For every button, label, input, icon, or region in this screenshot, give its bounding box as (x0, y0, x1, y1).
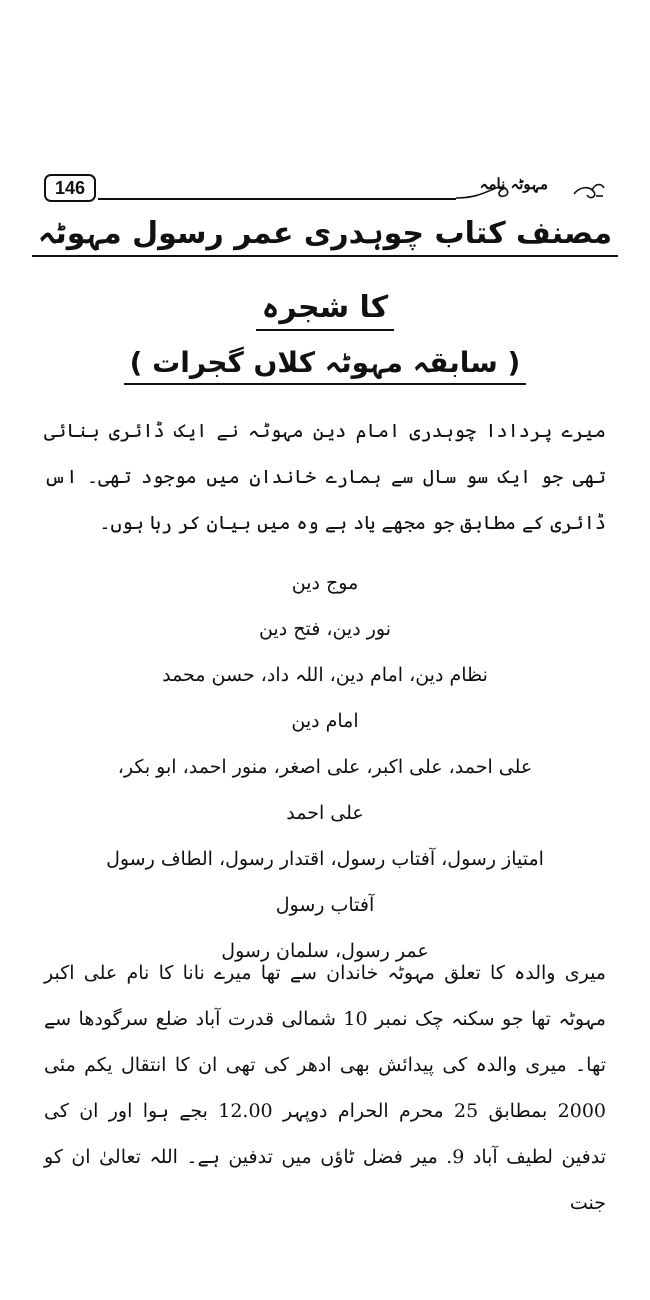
title-heading-line3 (0, 346, 650, 385)
book-title: مہوٹہ نامہ (479, 175, 548, 193)
tree-generation-3: نظام دین، امام دین، اللہ داد، حسن محمد (162, 664, 488, 686)
header-rule (98, 198, 456, 200)
tree-generation-6: علی احمد (286, 802, 364, 824)
tree-generation-7: امتیاز رسول، آفتاب رسول، اقتدار رسول، الطاف رسول (106, 848, 544, 870)
title-heading-line1-text: مصنف کتاب چوہدری عمر رسول مہوٹہ (32, 216, 618, 257)
running-header (44, 174, 606, 208)
title-heading-line3-text: ( سابقہ مہوٹہ کلاں گجرات ) (124, 346, 527, 385)
tree-generation-5: علی احمد، علی اکبر، علی اصغر، منور احمد، ابو بکر، (117, 756, 533, 778)
title-heading-line1 (0, 216, 650, 257)
tree-generation-9: عمر رسول، سلمان رسول (221, 940, 429, 962)
title-heading-line2 (0, 290, 650, 331)
page-number-box: 146 (44, 174, 96, 202)
tree-generation-8: آفتاب رسول (275, 894, 375, 916)
family-tree (0, 560, 650, 974)
closing-paragraph: میری والدہ کا تعلق مہوٹہ خاندان سے تھا میرے نانا کا نام علی اکبر مہوٹہ تھا جو سکنہ چک نمبر 10 شمالی قدرت آباد ضلع سرگودھا سے تھا۔ میری والدہ کی پیدائش بھی ادھر کی تھی ان کا انتقال یکم مئی 2000 بمطابق 25 محرم الحرام دوپہر 12.00 بجے ہوا اور ان کی تدفین لطیف آباد 9. میر فضل ٹاؤں میں تدفین ہے۔ اللہ تعالیٰ ان کو جنت (44, 962, 606, 1214)
tree-generation-2: نور دین، فتح دین (258, 618, 392, 640)
tree-generation-1: موج دین (291, 572, 359, 594)
tree-generation-4: امام دین (291, 710, 359, 732)
title-heading-line2-text: کا شجرہ (256, 290, 395, 331)
intro-paragraph: میرے پردادا چوہدری امام دین مہوٹہ نے ایک ڈائری بنائی تھی جو ایک سو سال سے ہمارے خاندان میں موجود تھی۔ اس ڈائری کے مطابق جو مجھے یاد ہے وہ میں بیان کر رہا ہوں۔ (44, 420, 606, 534)
header-ornament (456, 174, 606, 204)
